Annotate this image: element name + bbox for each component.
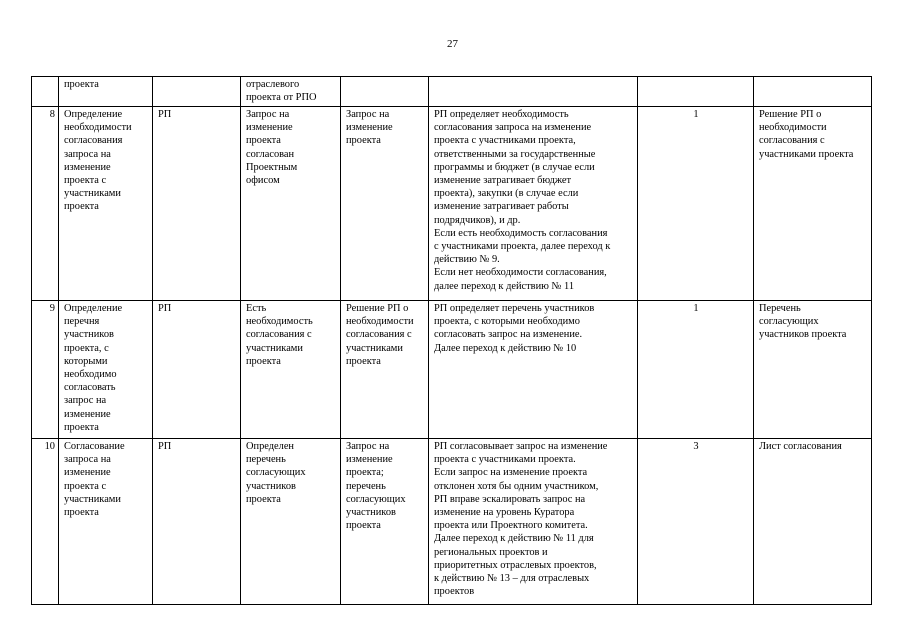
cell-condition: отраслевого проекта от РПО: [241, 77, 341, 107]
cell-description: РП определяет перечень участников проекта, с которыми необходимо согласовать запрос на изменение. Далее переход к действию № 10: [429, 301, 638, 439]
table-row: [32, 439, 872, 605]
cell-result: Лист согласования: [754, 439, 872, 605]
page-number: 27: [447, 38, 458, 50]
cell-input: Решение РП о необходимости согласования с участниками проекта: [341, 301, 429, 439]
table-row: [32, 107, 872, 301]
cell-executor: РП: [153, 301, 241, 439]
cell-action: Согласование запроса на изменение проекта с участниками проекта: [59, 439, 153, 605]
cell-condition: Определен перечень согласующих участников проекта: [241, 439, 341, 605]
cell-number: 9: [32, 301, 59, 439]
table-row: [32, 301, 872, 439]
cell-result: [754, 77, 872, 107]
cell-description: РП согласовывает запрос на изменение проекта с участниками проекта. Если запрос на изменение проекта отклонен хотя бы одним участником, РП вправе эскалировать запрос на изменение на уровень Куратора проекта или Проектного комитета. Далее переход к действию № 11 для региональных проектов и приоритетных отраслевых проектов, к действию № 13 – для отраслевых проектов: [429, 439, 638, 605]
cell-time: 1: [638, 107, 754, 301]
cell-input: Запрос на изменение проекта; перечень согласующих участников проекта: [341, 439, 429, 605]
cell-number: 8: [32, 107, 59, 301]
cell-executor: [153, 77, 241, 107]
cell-time: [638, 77, 754, 107]
cell-condition: Есть необходимость согласования с участниками проекта: [241, 301, 341, 439]
cell-input: [341, 77, 429, 107]
cell-executor: РП: [153, 439, 241, 605]
cell-condition: Запрос на изменение проекта согласован Проектным офисом: [241, 107, 341, 301]
cell-number: 10: [32, 439, 59, 605]
cell-result: Решение РП о необходимости согласования с участниками проекта: [754, 107, 872, 301]
cell-executor: РП: [153, 107, 241, 301]
cell-result: Перечень согласующих участников проекта: [754, 301, 872, 439]
cell-time: 3: [638, 439, 754, 605]
table-row: [32, 77, 872, 107]
cell-action: Определение перечня участников проекта, с которыми необходимо согласовать запрос на изменение проекта: [59, 301, 153, 439]
cell-time: 1: [638, 301, 754, 439]
cell-number: [32, 77, 59, 107]
cell-action: Определение необходимости согласования запроса на изменение проекта с участниками проекта: [59, 107, 153, 301]
cell-description: РП определяет необходимость согласования запроса на изменение проекта с участниками проекта, ответственными за государственные программы и бюджет (в случае если изменение затрагивает бюджет проекта), закупки (в случае если изменение затрагивает работы подрядчиков), и др. Если есть необходимость согласования с участниками проекта, далее переход к действию № 9. Если нет необходимости согласования, далее переход к действию № 11: [429, 107, 638, 301]
process-table: [31, 76, 872, 605]
cell-description: [429, 77, 638, 107]
cell-input: Запрос на изменение проекта: [341, 107, 429, 301]
cell-action: проекта: [59, 77, 153, 107]
